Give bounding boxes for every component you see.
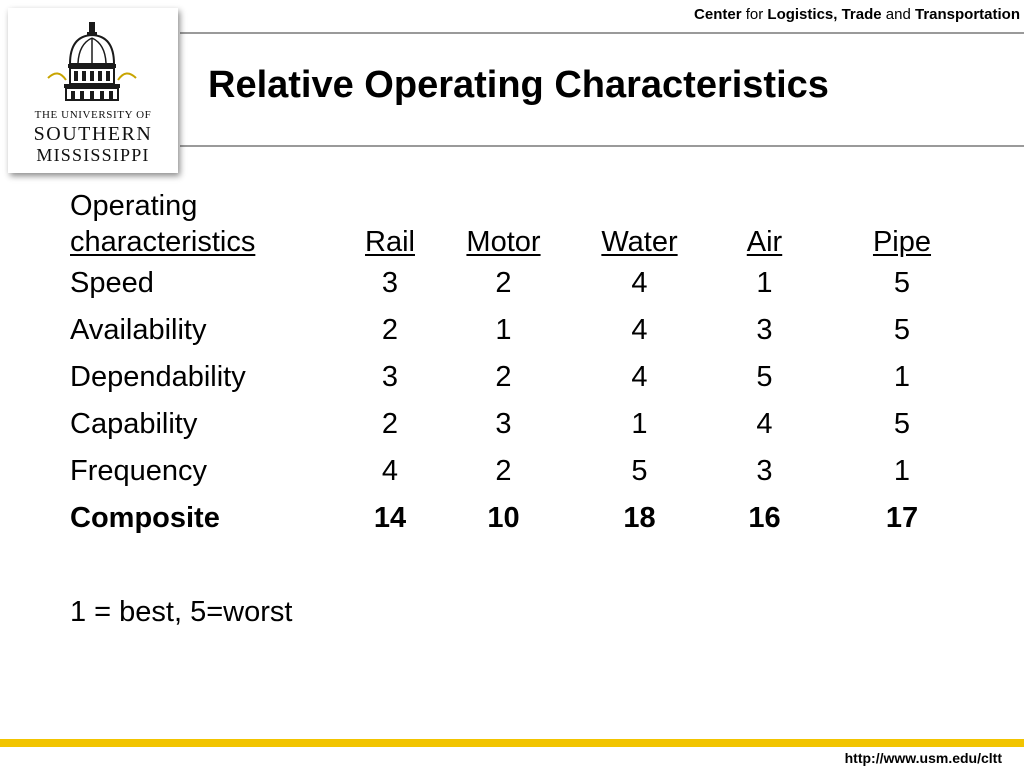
logo-line-3: MISSISSIPPI bbox=[36, 145, 150, 165]
center-name-part: and bbox=[885, 6, 911, 23]
table-cell: 2 bbox=[495, 455, 512, 487]
operating-characteristics-table bbox=[70, 188, 972, 542]
table-row bbox=[70, 307, 972, 354]
table-cell: 4 bbox=[381, 455, 399, 487]
table-row bbox=[70, 401, 972, 448]
composite-row bbox=[70, 495, 972, 542]
table-cell: 1 bbox=[893, 361, 911, 393]
table-cell: 5 bbox=[893, 408, 911, 440]
table-cell: 3 bbox=[495, 408, 512, 440]
table-cell: 3 bbox=[756, 314, 773, 346]
table-cell: 5 bbox=[893, 314, 911, 346]
table-cell: 17 bbox=[885, 502, 919, 534]
table-cell: 4 bbox=[631, 314, 648, 346]
university-logo bbox=[8, 8, 178, 173]
table-cell: 16 bbox=[748, 502, 781, 534]
center-name-part: Center bbox=[694, 6, 742, 23]
slide-title: Relative Operating Characteristics bbox=[208, 64, 829, 106]
center-name-part: Logistics, Trade bbox=[767, 6, 882, 23]
center-name bbox=[694, 6, 1020, 23]
header-label-line1: Operating bbox=[70, 190, 198, 222]
table-cell: 3 bbox=[381, 267, 399, 299]
table-cell: 1 bbox=[631, 408, 648, 440]
table-cell: 4 bbox=[631, 361, 648, 393]
center-name-part: for bbox=[745, 6, 764, 23]
dome-building-icon bbox=[8, 8, 178, 108]
center-name-part: Transportation bbox=[914, 6, 1020, 23]
logo-line-1: THE UNIVERSITY OF bbox=[34, 109, 152, 121]
table-cell: 2 bbox=[495, 361, 512, 393]
table-cell: 3 bbox=[756, 455, 773, 487]
column-header: Air bbox=[746, 226, 783, 258]
table-row bbox=[70, 448, 972, 495]
column-header: Pipe bbox=[872, 226, 932, 258]
table-cell: 4 bbox=[756, 408, 773, 440]
table-cell: 2 bbox=[381, 314, 399, 346]
column-header: Motor bbox=[466, 226, 541, 258]
footer-url[interactable]: http://www.usm.edu/cltt bbox=[844, 750, 1002, 766]
row-label: Speed bbox=[70, 267, 154, 299]
column-header: Rail bbox=[365, 226, 415, 258]
header-bottom-rule bbox=[180, 145, 1024, 147]
table-cell: 5 bbox=[756, 361, 773, 393]
table-cell: 5 bbox=[631, 455, 648, 487]
table-cell: 14 bbox=[373, 502, 407, 534]
table-cell: 10 bbox=[487, 502, 520, 534]
footer-gold-bar bbox=[0, 739, 1024, 747]
table-cell: 1 bbox=[495, 314, 512, 346]
table-cell: 18 bbox=[623, 502, 656, 534]
header-top-rule bbox=[180, 32, 1024, 34]
rating-note: 1 = best, 5=worst bbox=[70, 596, 293, 628]
table-row bbox=[70, 260, 972, 307]
table-cell: 5 bbox=[893, 267, 911, 299]
header-label-line2: characteristics bbox=[70, 226, 256, 258]
row-label: Composite bbox=[70, 502, 220, 534]
table-cell: 3 bbox=[381, 361, 399, 393]
row-label: Dependability bbox=[70, 361, 246, 393]
table-cell: 1 bbox=[893, 455, 911, 487]
table-cell: 4 bbox=[631, 267, 648, 299]
table-cell: 1 bbox=[756, 267, 773, 299]
table-row bbox=[70, 354, 972, 401]
logo-line-2: SOUTHERN bbox=[33, 123, 153, 145]
table-header-row bbox=[70, 188, 972, 260]
column-header: Water bbox=[601, 226, 678, 258]
table-cell: 2 bbox=[381, 408, 399, 440]
row-label: Frequency bbox=[70, 455, 208, 487]
header-label bbox=[70, 188, 355, 260]
row-label: Availability bbox=[70, 314, 207, 346]
row-label: Capability bbox=[70, 408, 198, 440]
table-cell: 2 bbox=[495, 267, 512, 299]
